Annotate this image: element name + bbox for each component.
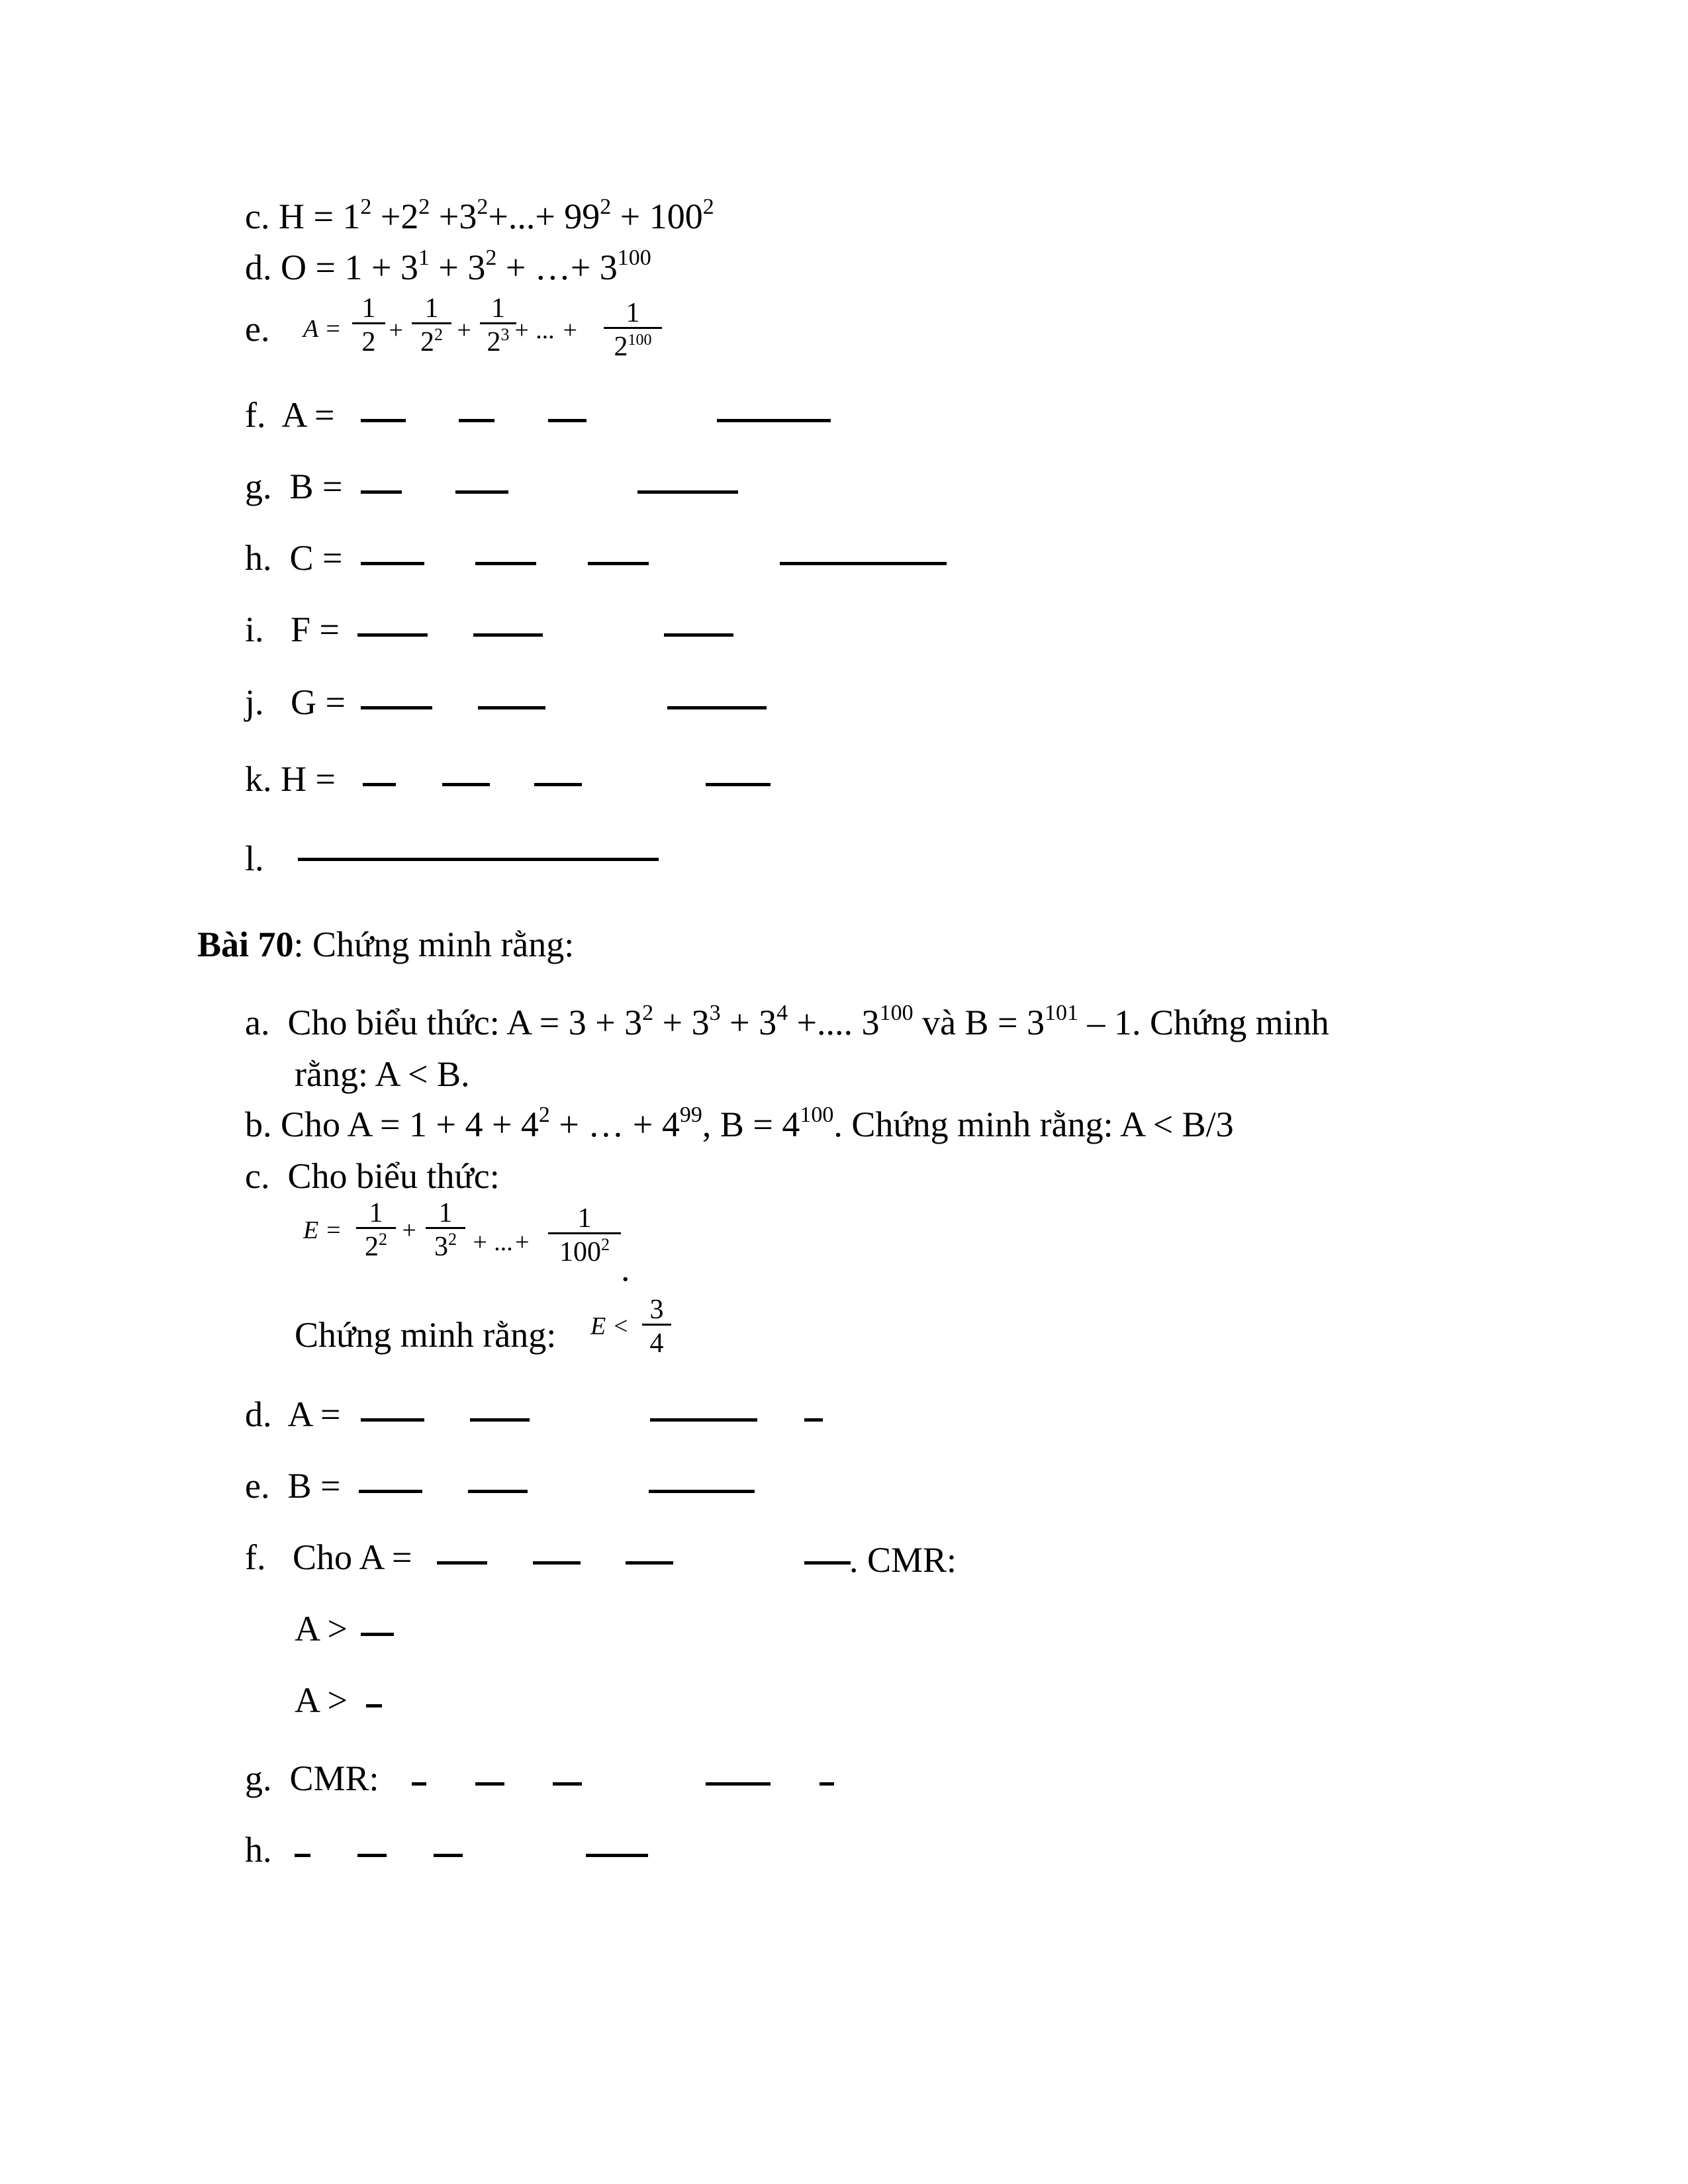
blank-line — [434, 1854, 463, 1857]
blank-line — [442, 783, 490, 786]
blank-line — [298, 858, 659, 861]
bai70-item-f: f. Cho A = — [245, 1537, 412, 1577]
inequality-E: E < — [590, 1312, 630, 1340]
fraction-1-over-2-squared: 1 $2^2$ — [356, 1199, 396, 1261]
blank-line — [650, 1418, 757, 1422]
blank-line — [804, 1561, 851, 1565]
fraction-1-over-3-squared: 1 $3^2$ — [426, 1199, 465, 1261]
fraction-3-over-4: 3 4 — [642, 1296, 671, 1357]
fraction-1-over-2-pow-100: 1 $2^{100}$ — [604, 299, 662, 361]
blank-line — [548, 419, 586, 422]
blank-line — [820, 1782, 834, 1786]
blank-line — [553, 1782, 582, 1786]
bai70-item-h: h. — [245, 1830, 272, 1870]
blank-line — [412, 1782, 426, 1786]
section-heading: Bài 70: Chứng minh rằng: — [197, 925, 575, 964]
item-h: h. C = — [245, 538, 343, 578]
fraction-1-over-2-cubed: 1 $2^3$ — [480, 295, 516, 356]
item-i: i. F = — [245, 610, 340, 649]
prove-statement: Chứng minh rằng: — [295, 1315, 557, 1355]
blank-line — [361, 706, 432, 709]
blank-line — [437, 1561, 487, 1565]
bai70-item-a-line2: rằng: A < B. — [295, 1054, 470, 1094]
blank-line — [586, 1854, 648, 1857]
item-e-label: e. — [245, 309, 270, 349]
blank-line — [361, 419, 406, 422]
blank-line — [667, 706, 767, 709]
item-f: f. A = — [245, 395, 335, 435]
blank-line — [717, 419, 831, 422]
fraction-1-over-2: 1 2 — [352, 295, 385, 356]
item-c: c. $H = 1^2 +2^2 +3^2+...+ 99^2 + 100^2$ — [245, 195, 714, 236]
item-k: k. H = — [245, 759, 336, 799]
blank-line — [804, 1418, 823, 1422]
blank-line — [363, 783, 396, 786]
bai70-item-c: c. Cho biểu thức: — [245, 1156, 500, 1196]
blank-line — [780, 562, 947, 565]
plus-sign: + — [387, 316, 404, 344]
blank-line — [357, 633, 428, 637]
item-g: g. B = — [245, 467, 343, 506]
blank-line — [366, 1704, 382, 1707]
inequality-line-2: A > — [295, 1680, 348, 1720]
bai70-item-a: a. Cho biểu thức: $A = 3 + 3^2 + 3^3 + 3^4$ +.... $3^{100}$ và $B = 3^{101} - 1$. Chứng minh — [245, 1001, 1329, 1042]
blank-line — [706, 1782, 771, 1786]
blank-line — [295, 1854, 310, 1857]
blank-line — [649, 1490, 755, 1493]
blank-line — [359, 1490, 422, 1493]
blank-line — [626, 1561, 673, 1565]
blank-line — [459, 419, 494, 422]
bai70-item-g: g. CMR: — [245, 1758, 379, 1798]
blank-line — [637, 490, 738, 494]
period: . — [621, 1249, 630, 1289]
blank-line — [706, 783, 771, 786]
fraction-1-over-100-squared: 1 $100^2$ — [548, 1205, 621, 1266]
item-l: l. — [245, 839, 264, 878]
ellipsis-sum: + ... + — [513, 316, 579, 344]
blank-line — [588, 562, 649, 565]
blank-line — [478, 706, 545, 709]
formula-E-lhs: E = — [303, 1216, 342, 1244]
bai70-item-e: e. B = — [245, 1466, 341, 1506]
blank-line — [534, 783, 582, 786]
blank-line — [470, 1418, 530, 1422]
blank-line — [361, 490, 402, 494]
blank-line — [473, 633, 543, 637]
plus-sign: + — [400, 1216, 418, 1244]
blank-line — [533, 1561, 581, 1565]
plus-sign: + — [455, 316, 473, 344]
bai70-item-d: d. A = — [245, 1394, 341, 1434]
blank-line — [475, 1782, 504, 1786]
cmr-tail: . CMR: — [849, 1540, 957, 1580]
item-j: j. G = — [245, 682, 346, 722]
blank-line — [664, 633, 733, 637]
blank-line — [455, 490, 508, 494]
blank-line — [475, 562, 536, 565]
item-e-lhs: A = — [303, 315, 342, 343]
item-d: d. $O = 1 + 3^1 + 3^2$ + …+ $3^{100}$ — [245, 246, 651, 287]
blank-line — [361, 1418, 424, 1422]
fraction-1-over-2-squared: 1 $2^2$ — [412, 295, 451, 356]
inequality-line-1: A > — [295, 1609, 348, 1649]
bai70-item-b: b. Cho $A = 1 + 4 + 4^2$ + … + $4^{99}$, $B = 4^{100}$. Chứng minh rằng: A < B/3 — [245, 1103, 1234, 1144]
blank-line — [361, 562, 424, 565]
ellipsis-sum: + ...+ — [471, 1228, 531, 1256]
blank-line — [357, 1854, 387, 1857]
blank-line — [361, 1633, 394, 1636]
blank-line — [468, 1490, 528, 1493]
